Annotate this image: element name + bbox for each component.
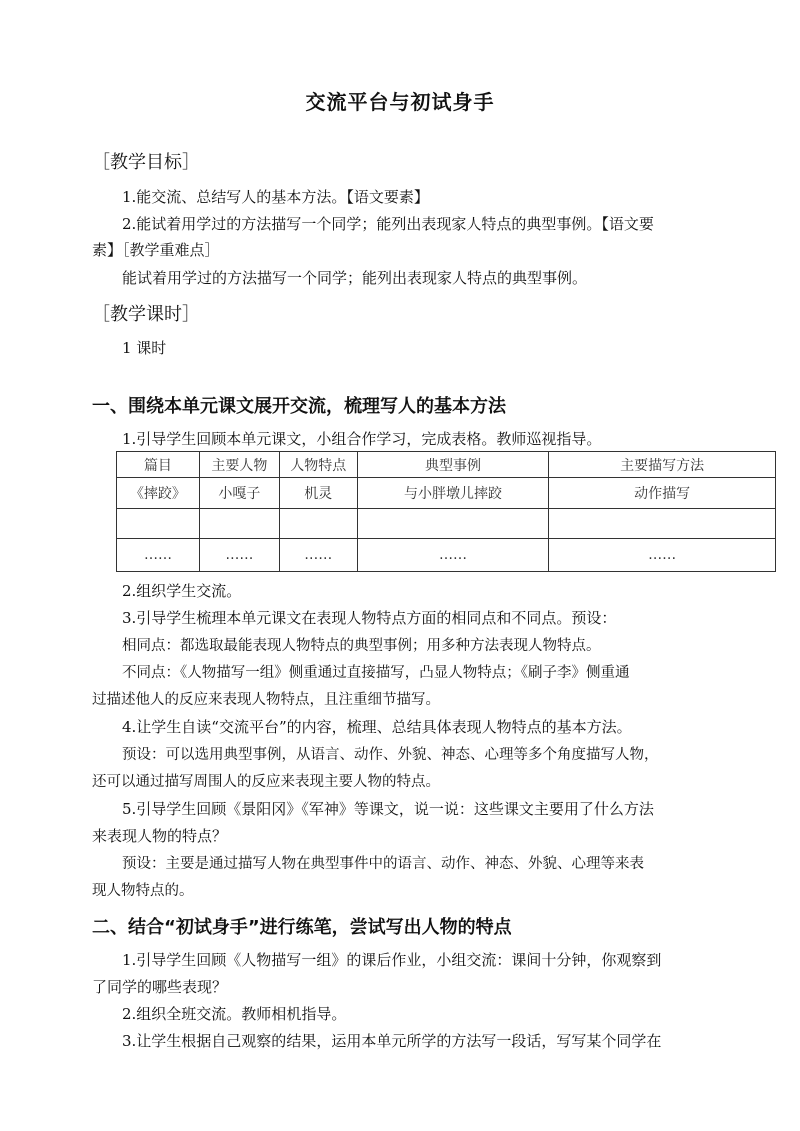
table-header-row xyxy=(117,452,776,478)
table-header-cell: 主要人物 xyxy=(199,452,279,478)
part1-step-5-line-1: 5.引导学生回顾《景阳冈》《军神》等课文，说一说：这些课文主要用了什么方法 xyxy=(122,800,654,818)
table-cell: …… xyxy=(117,539,200,572)
table-cell: 动作描写 xyxy=(549,478,776,509)
table-header-cell: 人物特点 xyxy=(279,452,357,478)
table-row xyxy=(117,509,776,539)
preset-4-line-1: 预设：可以选用典型事例，从语言、动作、外貌、神态、心理等多个角度描写人物， xyxy=(122,747,659,763)
part2-step-1-line-2: 了同学的哪些表现？ xyxy=(92,978,228,996)
part1-step-5-line-2: 来表现人物的特点？ xyxy=(92,827,228,845)
part2-step-1-line-1: 1.引导学生回顾《人物描写一组》的课后作业，小组交流：课间十分钟，你观察到 xyxy=(122,951,662,969)
part1-step-3: 3.引导学生梳理本单元课文在表现人物特点方面的相同点和不同点。预设： xyxy=(122,609,617,627)
table-cell: 小嘎子 xyxy=(199,478,279,509)
table-cell: 《摔跤》 xyxy=(117,478,200,509)
section-heading-hours: ［教学课时］ xyxy=(92,304,200,325)
table-header-cell: 篇目 xyxy=(117,452,200,478)
same-points-text: 相同点：都选取最能表现人物特点的典型事例；用多种方法表现人物特点。 xyxy=(122,638,601,654)
table-cell: 与小胖墩儿摔跤 xyxy=(357,478,549,509)
table-cell xyxy=(199,509,279,539)
diff-points-line-1: 不同点：《人物描写一组》侧重通过直接描写，凸显人物特点；《刷子李》侧重通 xyxy=(122,665,630,681)
table-header-cell: 典型事例 xyxy=(357,452,549,478)
section-heading-goals: ［教学目标］ xyxy=(92,152,200,173)
part1-step-1: 1.引导学生回顾本单元课文，小组合作学习，完成表格。教师巡视指导。 xyxy=(122,430,602,448)
part2-heading: 二、结合“初试身手”进行练笔，尝试写出人物的特点 xyxy=(92,917,512,938)
page-title: 交流平台与初试身手 xyxy=(305,90,495,114)
table-cell: 机灵 xyxy=(279,478,357,509)
table-cell xyxy=(117,509,200,539)
table-cell xyxy=(279,509,357,539)
preset-4-line-2: 还可以通过描写周围人的反应来表现主要人物的特点。 xyxy=(92,774,440,790)
part1-step-4: 4.让学生自读“交流平台”的内容，梳理、总结具体表现人物特点的基本方法。 xyxy=(122,718,632,736)
diff-points-line-2: 过描述他人的反应来表现人物特点，且注重细节描写。 xyxy=(92,692,440,708)
table-cell: …… xyxy=(279,539,357,572)
part2-step-3-line-1: 3.让学生根据自己观察的结果，运用本单元所学的方法写一段话，写写某个同学在 xyxy=(122,1032,662,1050)
table-cell: …… xyxy=(199,539,279,572)
preset-5-line-1: 预设：主要是通过描写人物在典型事件中的语言、动作、神态、外貌、心理等来表 xyxy=(122,856,644,872)
table-header-cell: 主要描写方法 xyxy=(549,452,776,478)
part1-heading: 一、围绕本单元课文展开交流，梳理写人的基本方法 xyxy=(92,396,506,417)
table-cell: …… xyxy=(357,539,549,572)
table-cell: …… xyxy=(549,539,776,572)
table-row xyxy=(117,539,776,572)
table-cell xyxy=(357,509,549,539)
table-row xyxy=(117,478,776,509)
summary-table xyxy=(116,451,776,572)
hours-value: 1 课时 xyxy=(122,339,167,357)
part1-step-2: 2.组织学生交流。 xyxy=(122,582,242,600)
goal-item-2-line-1: 2.能试着用学过的方法描写一个同学；能列出表现家人特点的典型事例。【语文要 xyxy=(122,215,654,233)
goal-item-2-line-2: 素】［教学重难点］ xyxy=(92,241,220,259)
preset-5-line-2: 现人物特点的。 xyxy=(92,883,194,899)
key-point-text: 能试着用学过的方法描写一个同学；能列出表现家人特点的典型事例。 xyxy=(122,269,588,287)
table-cell xyxy=(549,509,776,539)
goal-item-1: 1.能交流、总结写人的基本方法。【语文要素】 xyxy=(122,188,429,206)
part2-step-2: 2.组织全班交流。教师相机指导。 xyxy=(122,1005,347,1023)
